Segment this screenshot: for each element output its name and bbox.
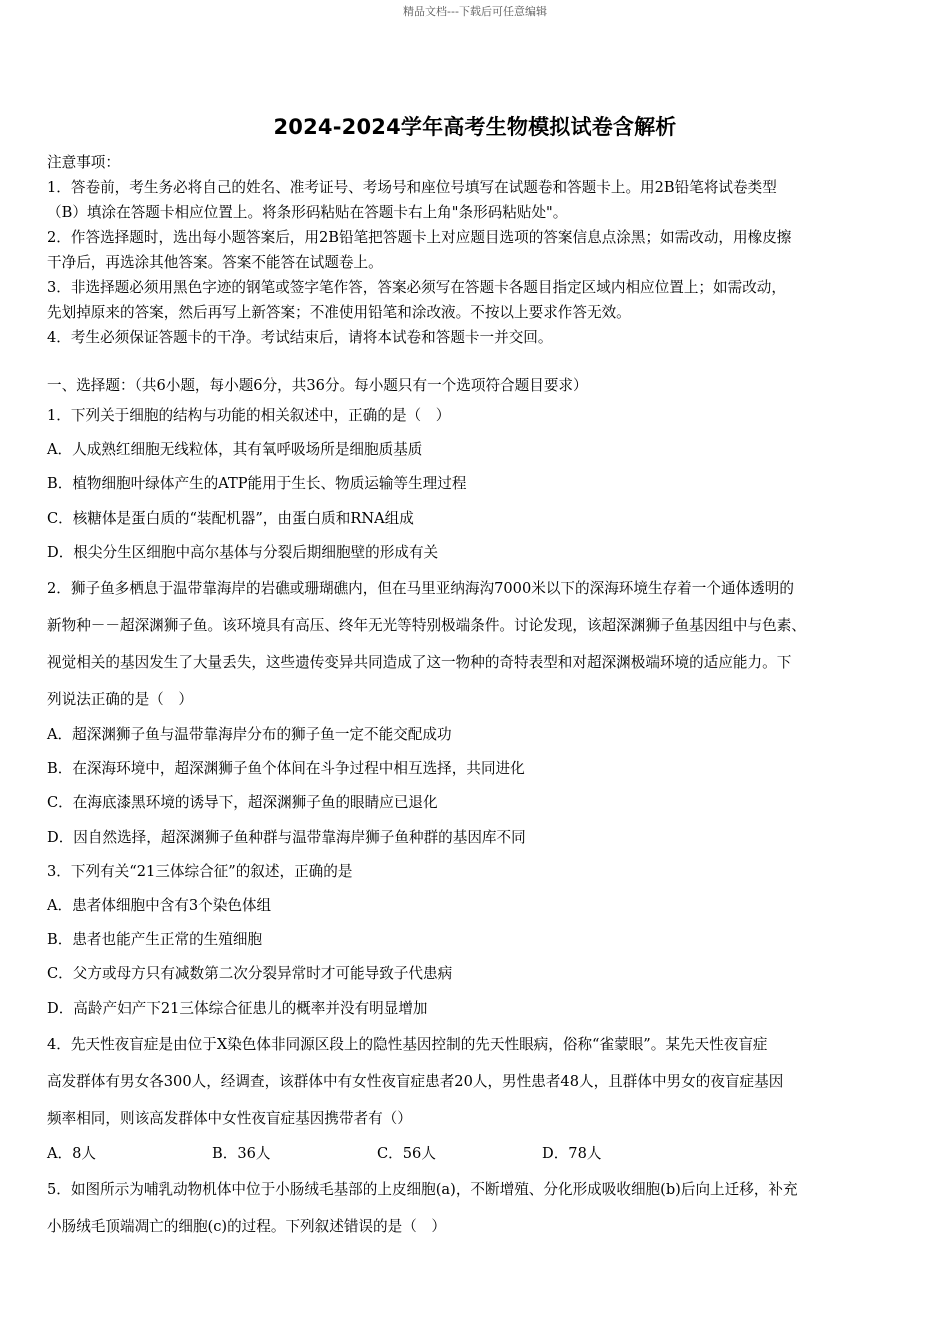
notice-line: 3．非选择题必须用黑色字迹的钢笔或签字笔作答，答案必须写在答题卡各题目指定区域内相应位置上；如需改动， — [47, 279, 786, 296]
option-b: B．在深海环境中，超深渊狮子鱼个体间在斗争过程中相互选择，共同进化 — [47, 760, 525, 778]
section-heading: 一、选择题：（共6小题，每小题6分，共36分。每小题只有一个选项符合题目要求） — [47, 377, 588, 394]
question-stem-line: 高发群体有男女各300人，经调查，该群体中有女性夜盲症患者20人，男性患者48人，且群体中男女的夜盲症基因 — [47, 1072, 784, 1090]
question-stem-line: 新物种－－超深渊狮子鱼。该环境具有高压、终年无光等特别极端条件。讨论发现，该超深渊狮子鱼基因组中与色素、 — [47, 617, 806, 635]
option-d: D．高龄产妇产下21三体综合征患儿的概率并没有明显增加 — [47, 999, 428, 1017]
option-d: D．根尖分生区细胞中高尔基体与分裂后期细胞壁的形成有关 — [47, 543, 439, 561]
option-d: D．78人 — [542, 1144, 602, 1162]
option-c: C．在海底漆黑环境的诱导下，超深渊狮子鱼的眼睛应已退化 — [47, 794, 438, 812]
option-a: A．人成熟红细胞无线粒体，其有氧呼吸场所是细胞质基质 — [47, 441, 423, 459]
question-5 — [47, 1171, 913, 1245]
notice-line: 2．作答选择题时，选出每小题答案后，用2B铅笔把答题卡上对应题目选项的答案信息点涂黑；如需改动，用橡皮擦 — [47, 229, 792, 246]
header-note: 精品文档---下载后可任意编辑 — [403, 5, 547, 18]
option-d: D．因自然选择，超深渊狮子鱼种群与温带靠海岸狮子鱼种群的基因库不同 — [47, 828, 526, 846]
option-a: A．8人 — [47, 1144, 97, 1162]
options-row — [47, 1137, 913, 1171]
question-3 — [47, 855, 913, 1026]
option-b: B．36人 — [212, 1144, 271, 1162]
question-1 — [47, 399, 913, 570]
notice-line: 干净后，再选涂其他答案。答案不能答在试题卷上。 — [47, 254, 383, 271]
option-c: C．父方或母方只有减数第二次分裂异常时才可能导致子代患病 — [47, 965, 453, 983]
option-c: C．56人 — [377, 1144, 436, 1162]
question-stem-line: 5．如图所示为哺乳动物机体中位于小肠绒毛基部的上皮细胞(a)，不断增殖、分化形成吸收细胞(b)后向上迁移，补充 — [47, 1181, 798, 1199]
notice-line: 4．考生必须保证答题卡的干净。考试结束后，请将本试卷和答题卡一并交回。 — [47, 329, 553, 346]
question-stem-line: 频率相同，则该高发群体中女性夜盲症基因携带者有（） — [47, 1109, 412, 1127]
question-stem-line: 2．狮子鱼多栖息于温带靠海岸的岩礁或珊瑚礁内，但在马里亚纳海沟7000米以下的深海环境生存着一个通体透明的 — [47, 580, 794, 598]
option-c: C．核糖体是蛋白质的“装配机器”，由蛋白质和RNA组成 — [47, 509, 414, 527]
notice-line: （B）填涂在答题卡相应位置上。将条形码粘贴在答题卡右上角"条形码粘贴处"。 — [47, 204, 568, 221]
questions-section — [47, 373, 913, 1245]
question-stem-line: 视觉相关的基因发生了大量丢失，这些遗传变异共同造成了这一物种的奇特表型和对超深渊极端环境的适应能力。下 — [47, 654, 792, 672]
notice-line: 先划掉原来的答案，然后再写上新答案；不准使用铅笔和涂改液。不按以上要求作答无效。 — [47, 304, 631, 321]
question-stem: 3．下列有关“21三体综合征”的叙述，正确的是 — [47, 862, 353, 880]
question-2 — [47, 570, 913, 855]
notice-heading: 注意事项： — [47, 154, 120, 171]
notice-section — [47, 150, 913, 350]
option-a: A．超深渊狮子鱼与温带靠海岸分布的狮子鱼一定不能交配成功 — [47, 726, 452, 744]
option-b: B．植物细胞叶绿体产生的ATP能用于生长、物质运输等生理过程 — [47, 475, 467, 493]
page-title: 2024-2024学年高考生物模拟试卷含解析 — [273, 115, 677, 139]
question-stem-line: 4．先天性夜盲症是由位于X染色体非同源区段上的隐性基因控制的先天性眼病，俗称“雀蒙眼”。某先天性夜盲症 — [47, 1035, 768, 1053]
option-b: B．患者也能产生正常的生殖细胞 — [47, 931, 263, 949]
notice-line: 1．答卷前，考生务必将自己的姓名、准考证号、考场号和座位号填写在试题卷和答题卡上。用2B铅笔将试卷类型 — [47, 179, 777, 196]
question-stem-line: 小肠绒毛顶端凋亡的细胞(c)的过程。下列叙述错误的是（ ） — [47, 1218, 447, 1236]
question-stem-line: 列说法正确的是（ ） — [47, 691, 193, 709]
question-stem: 1．下列关于细胞的结构与功能的相关叙述中，正确的是（ ） — [47, 407, 451, 424]
option-a: A．患者体细胞中含有3个染色体组 — [47, 897, 272, 915]
question-4 — [47, 1026, 913, 1171]
